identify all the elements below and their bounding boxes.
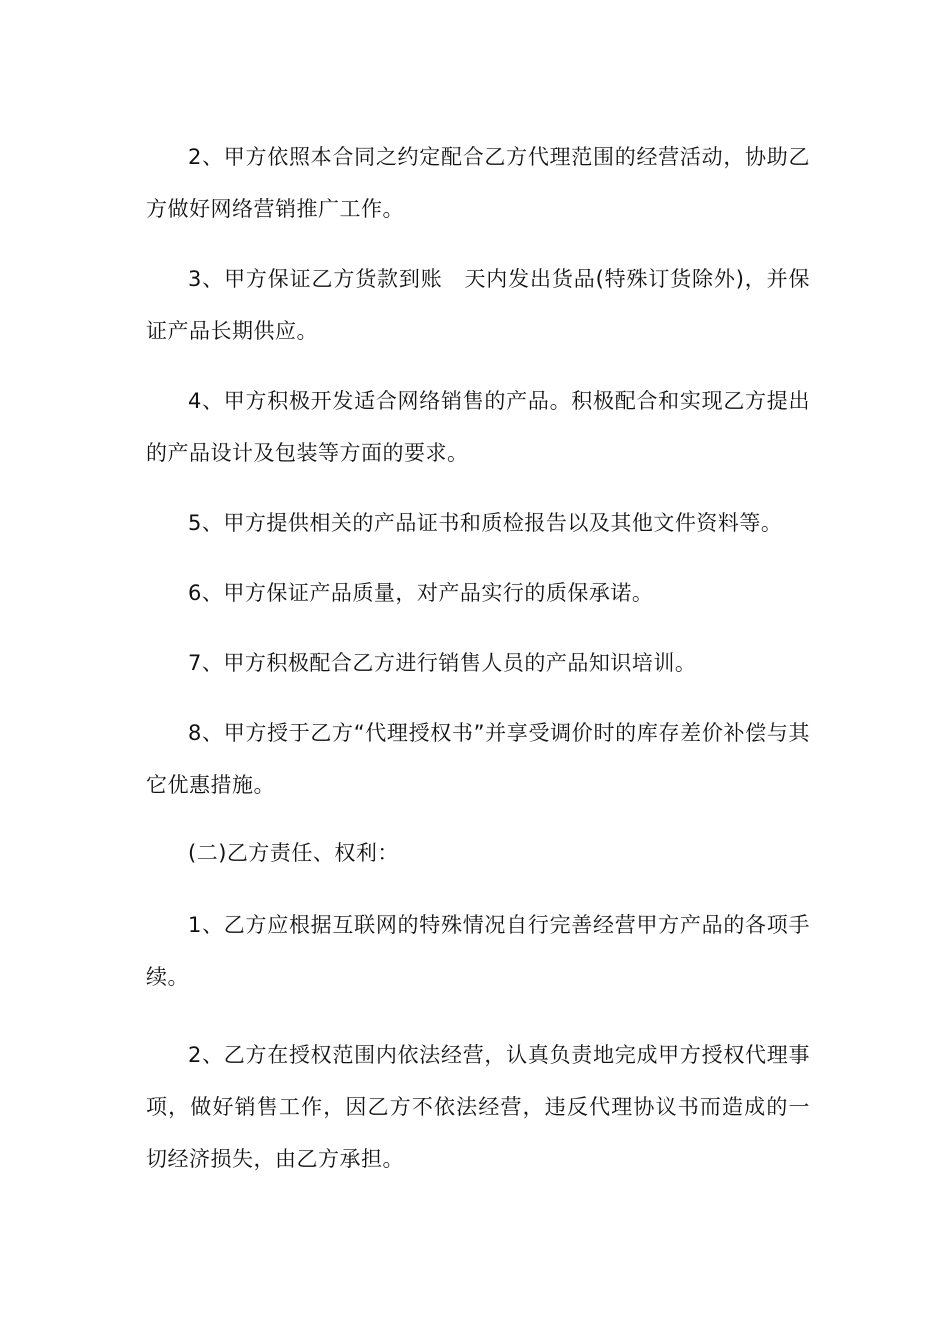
paragraph-obligation-7: 7、甲方积极配合乙方进行销售人员的产品知识培训。	[188, 651, 697, 675]
paragraph-obligation-3: 3、甲方保证乙方货款到账 天内发出货品(特殊订货除外)，并保证产品长期供应。	[146, 267, 810, 343]
paragraph-obligation-8: 8、甲方授于乙方“代理授权书”并享受调价时的库存差价补偿与其它优惠措施。	[146, 721, 810, 797]
paragraph-obligation-6: 6、甲方保证产品质量，对产品实行的质保承诺。	[188, 581, 654, 605]
section-heading-party-b: (二)乙方责任、权利：	[188, 841, 399, 865]
paragraph-party-b-2: 2、乙方在授权范围内依法经营，认真负责地完成甲方授权代理事项，做好销售工作，因乙方不依法经营，违反代理协议书而造成的一切经济损失，由乙方承担。	[146, 1043, 810, 1171]
paragraph-obligation-4: 4、甲方积极开发适合网络销售的产品。积极配合和实现乙方提出的产品设计及包装等方面的要求。	[146, 389, 810, 465]
paragraph-obligation-5: 5、甲方提供相关的产品证书和质检报告以及其他文件资料等。	[188, 511, 783, 535]
paragraph-party-b-1: 1、乙方应根据互联网的特殊情况自行完善经营甲方产品的各项手续。	[146, 913, 810, 989]
paragraph-obligation-2: 2、甲方依照本合同之约定配合乙方代理范围的经营活动，协助乙方做好网络营销推广工作。	[146, 145, 810, 221]
